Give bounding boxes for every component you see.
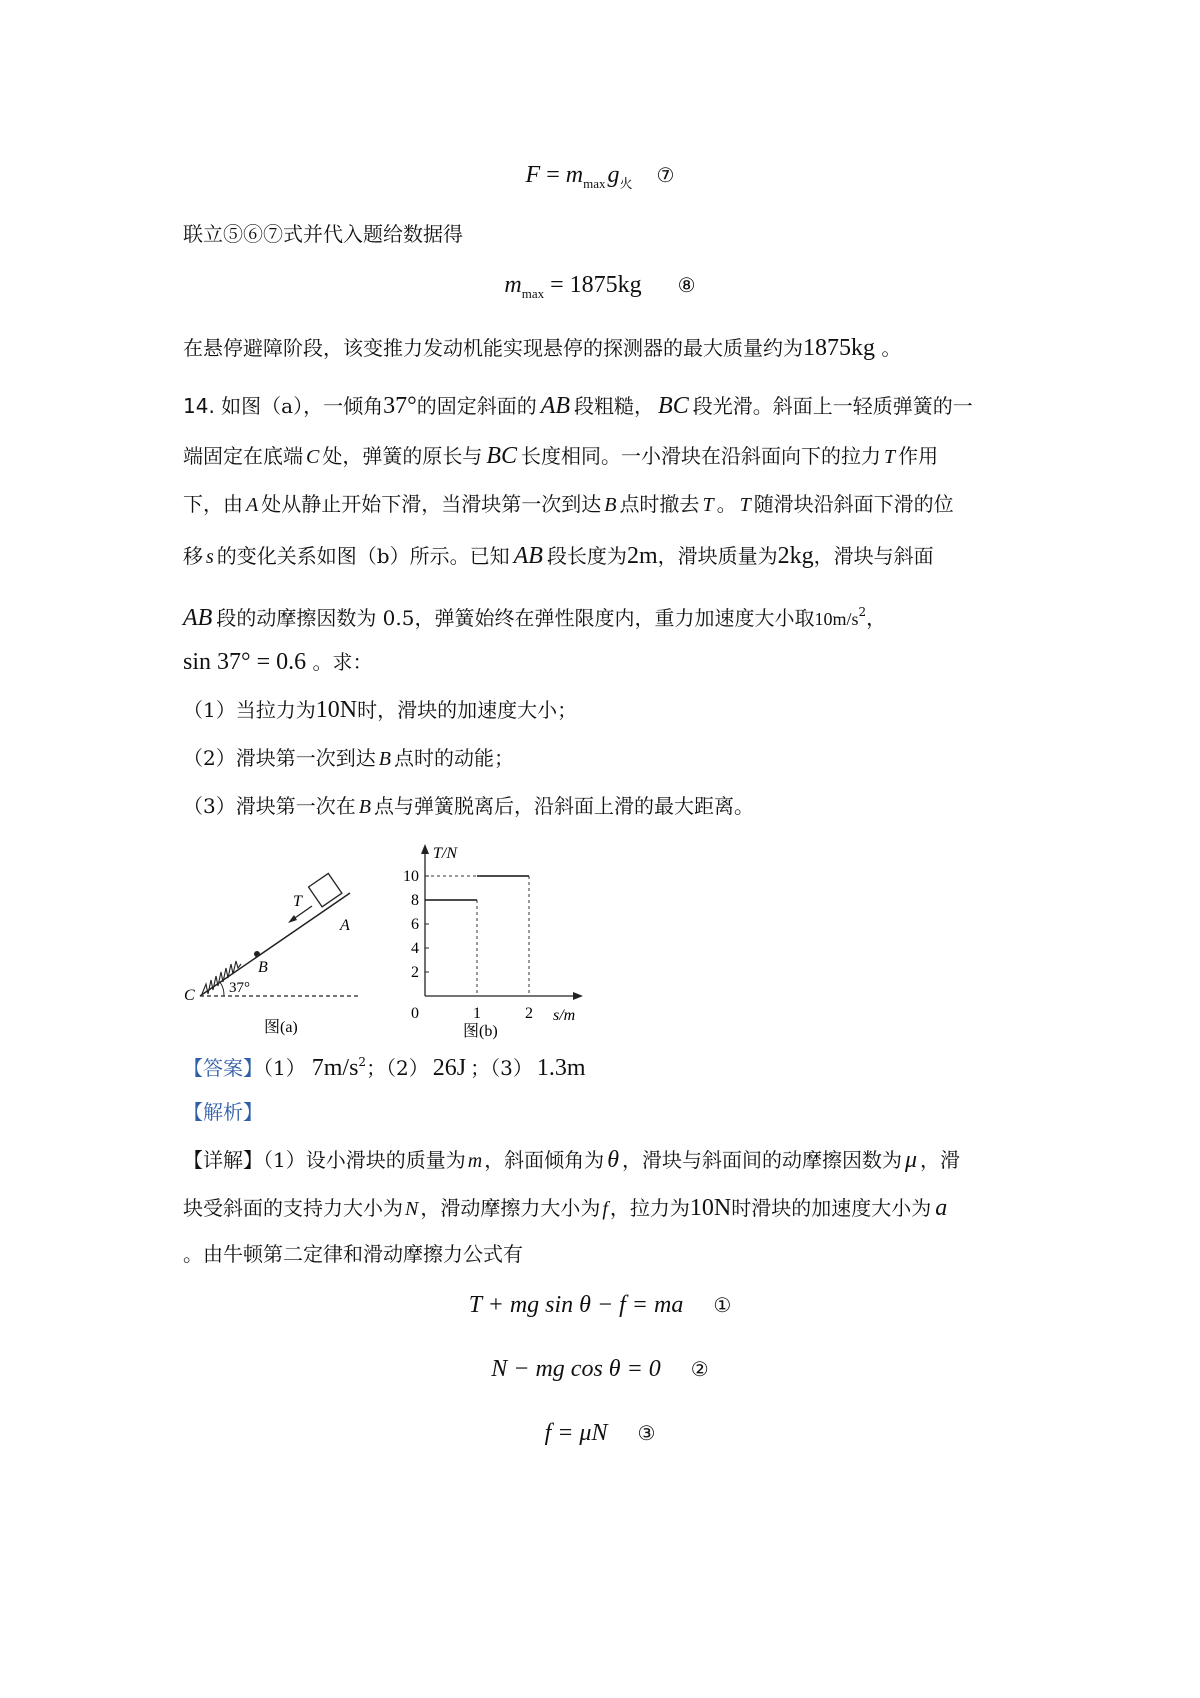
- label-b: B: [258, 959, 268, 976]
- point-b-dot: [254, 951, 260, 957]
- label-c: C: [184, 987, 195, 1004]
- problem-line-5: AB 段的动摩擦因数为 0.5，弹簧始终在弹性限度内，重力加速度大小取$10m/s^2$，: [183, 605, 887, 631]
- y-tick-label: 8: [411, 892, 419, 909]
- problem-line-4: 移 s 的变化关系如图（b）所示。已知 AB 段长度为2m，滑块质量为2kg，滑块与斜面: [183, 543, 934, 569]
- equation-7: $F = m_{max}g_火$ ⑦: [525, 162, 675, 192]
- y-axis-label: T/N: [433, 845, 458, 862]
- analysis-tag: 【解析】: [183, 1100, 263, 1124]
- figure-b-caption: 图(b): [463, 1023, 498, 1040]
- equation-8: $m_{max} = 1875kg$ ⑧: [504, 272, 696, 301]
- question-2: （2）滑块第一次到达 B 点时的动能；: [183, 746, 514, 770]
- answer-line: 【答案】（1） $7m/s^2$；（2） 26J ；（3） 1.3m: [183, 1055, 586, 1081]
- figure-a-caption: 图(a): [264, 1019, 298, 1036]
- problem-line-6: sin 37° = 0.6 。求：: [183, 649, 373, 675]
- detail-tag: 【详解】: [183, 1148, 263, 1172]
- detail-line-2: 块受斜面的支持力大小为 N ，滑动摩擦力大小为 f ，拉力为10N时滑块的加速度大小为 a: [183, 1195, 948, 1221]
- figure-b-chart: [395, 838, 605, 1040]
- problem-line-2: 端固定在底端 C 处，弹簧的原长与 BC 长度相同。一小滑块在沿斜面向下的拉力 T 作用: [183, 443, 939, 469]
- x-tick-label: 2: [525, 1005, 533, 1022]
- answer-tag: 【答案】: [183, 1056, 263, 1080]
- x-tick-label: 0: [411, 1005, 419, 1022]
- y-tick-label: 2: [411, 964, 419, 981]
- label-t: T: [293, 893, 302, 910]
- figure-a-incline: [180, 860, 380, 1040]
- equation-1: T + mg sin θ − f = ma ①: [468, 1292, 732, 1318]
- problem-line-3: 下，由 A 处从静止开始下滑，当滑块第一次到达 B 点时撤去 T 。 T 随滑块沿斜面下滑的位: [183, 492, 954, 516]
- conclusion-text: 在悬停避障阶段，该变推力发动机能实现悬停的探测器的最大质量约为1875kg 。: [183, 335, 902, 361]
- x-axis-arrowhead: [573, 992, 583, 1000]
- y-tick-label: 4: [411, 940, 419, 957]
- x-tick-label: 1: [473, 1005, 481, 1022]
- equation-3: f = μN ③: [544, 1420, 656, 1446]
- detail-line-1: 【详解】（1）设小滑块的质量为 m ，斜面倾角为 θ ，滑块与斜面间的动摩擦因数为 μ ，滑: [183, 1147, 961, 1173]
- equation-2: N − mg cos θ = 0 ②: [491, 1356, 709, 1382]
- y-tick-label: 6: [411, 916, 419, 933]
- detail-line-3: 。由牛顿第二定律和滑动摩擦力公式有: [183, 1242, 523, 1266]
- combine-text: 联立⑤⑥⑦式并代入题给数据得: [183, 222, 463, 246]
- force-t-arrowhead: [288, 915, 297, 923]
- y-axis-arrowhead: [421, 844, 429, 854]
- problem-line-1: 14. 如图（a），一倾角37°的固定斜面的 AB 段粗糙， BC 段光滑。斜面上一轻质弹簧的一: [183, 393, 973, 419]
- y-tick-label: 10: [403, 868, 419, 885]
- question-3: （3）滑块第一次在 B 点与弹簧脱离后，沿斜面上滑的最大距离。: [183, 794, 754, 818]
- label-a: A: [340, 917, 350, 934]
- chart-axes: [421, 844, 583, 1040]
- x-axis-label: s/m: [553, 1007, 576, 1024]
- angle-arc: [220, 982, 224, 996]
- question-1: （1）当拉力为10N时，滑块的加速度大小；: [183, 697, 578, 723]
- label-angle: 37°: [229, 980, 250, 996]
